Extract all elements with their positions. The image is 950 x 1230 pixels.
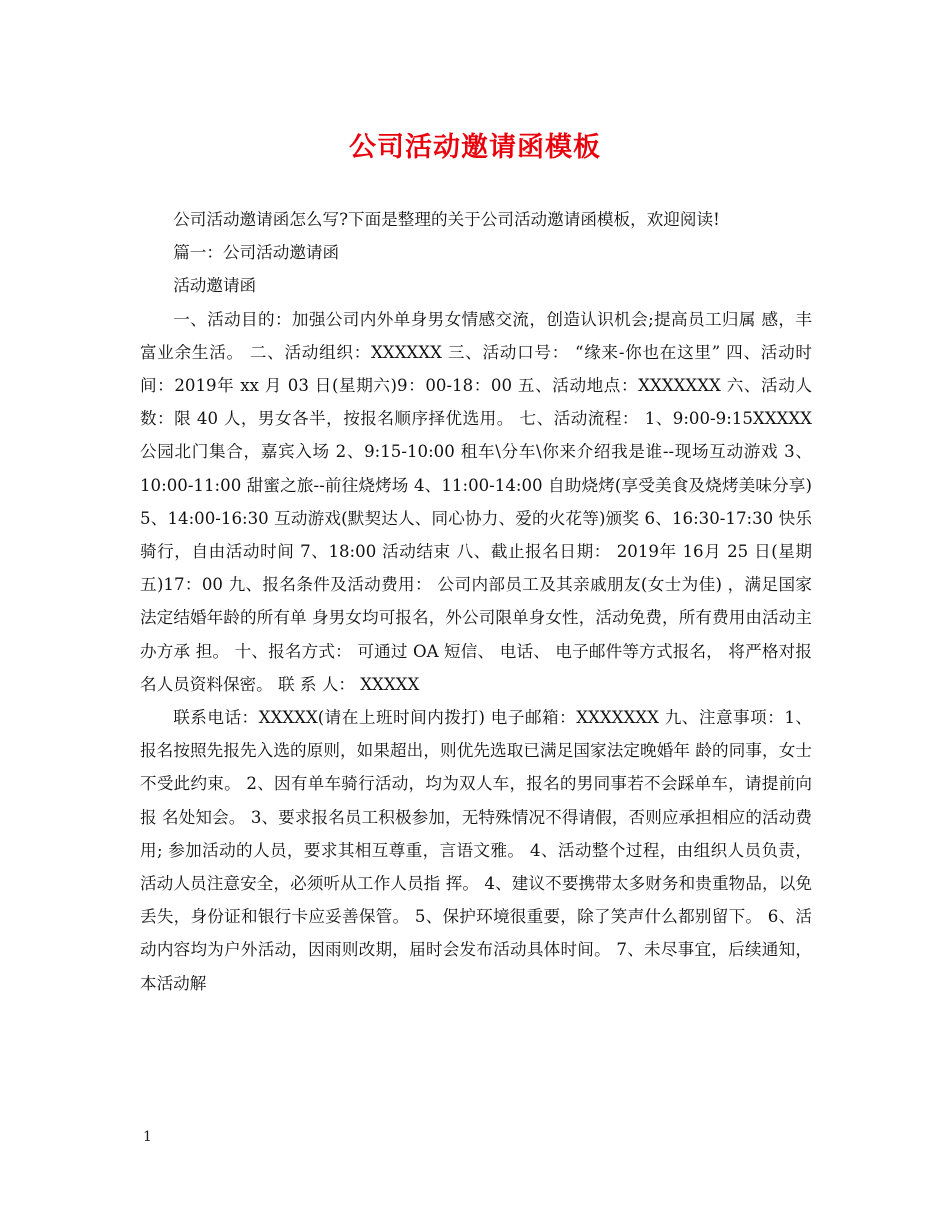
document-body xyxy=(140,203,812,1000)
contact-notes-paragraph: 联系电话：XXXXX(请在上班时间内拨打) 电子邮箱：XXXXXXX 九、注意事项：1、报名按照先报先入选的原则，如果超出，则优先选取已满足国家法定晚婚年 龄的同事，女士不受此约束。 2、因有单车骑行活动，均为双人车，报名的男同事若不会踩单车，请提前向报 名处知会。 3、要求报名员工积极参加，无特殊情况不得请假，否则应承担相应的活动费用; 参加活动的人员，要求其相互尊重，言语文雅。 4、活动整个过程，由组织人员负责，活动人员注意安全，必须听从工作人员指 挥。 4、建议不要携带太多财务和贵重物品，以免丢失，身份证和银行卡应妥善保管。 5、保护环境很重要，除了笑声什么都别留下。 6、活动内容均为户外活动，因雨则改期，届时会发布活动具体时间。 7、未尽事宜，后续通知，本活动解 xyxy=(140,708,812,993)
subheading: 活动邀请函 xyxy=(173,276,257,296)
document-title: 公司活动邀请函模板 xyxy=(349,132,601,163)
page-number: 1 xyxy=(143,1129,152,1145)
section-heading: 篇一：公司活动邀请函 xyxy=(173,243,340,263)
intro-paragraph: 公司活动邀请函怎么写?下面是整理的关于公司活动邀请函模板，欢迎阅读! xyxy=(173,210,720,229)
activity-details-paragraph: 一、活动目的：加强公司内外单身男女情感交流，创造认识机会;提高员工归属 感，丰富业余生活。 二、活动组织：XXXXXX 三、活动口号： “缘来-你也在这里” 四、活动时间：2019年 xx 月 03 日(星期六)9：00-18：00 五、活动地点：XXXXXXX 六、活动人数：限 40 人，男女各半，按报名顺序择优选用。 七、活动流程： 1、9:00-9:15XXXXX 公园北门集合，嘉宾入场 2、9:15-10:00 租车\分车\你来介绍我是谁--现场互动游戏 3、10:00-11:00 甜蜜之旅--前往烧烤场 4、11:00-14:00 自助烧烤(享受美食及烧烤美味分享) 5、14:00-16:30 互动游戏(默契达人、同心协力、爱的火花等)颁奖 6、16:30-17:30 快乐骑行，自由活动时间 7、18:00 活动结束 八、截止报名日期： 2019年 16月 25 日(星期五)17：00 九、报名条件及活动费用： 公司内部员工及其亲戚朋友(女士为佳) ，满足国家法定结婚年龄的所有单 身男女均可报名，外公司限单身女性，活动免费，所有费用由活动主办方承 担。 十、报名方式： 可通过 OA 短信、 电话、 电子邮件等方式报名， 将严格对报名人员资料保密。 联 系 人： XXXXX xyxy=(140,309,812,694)
